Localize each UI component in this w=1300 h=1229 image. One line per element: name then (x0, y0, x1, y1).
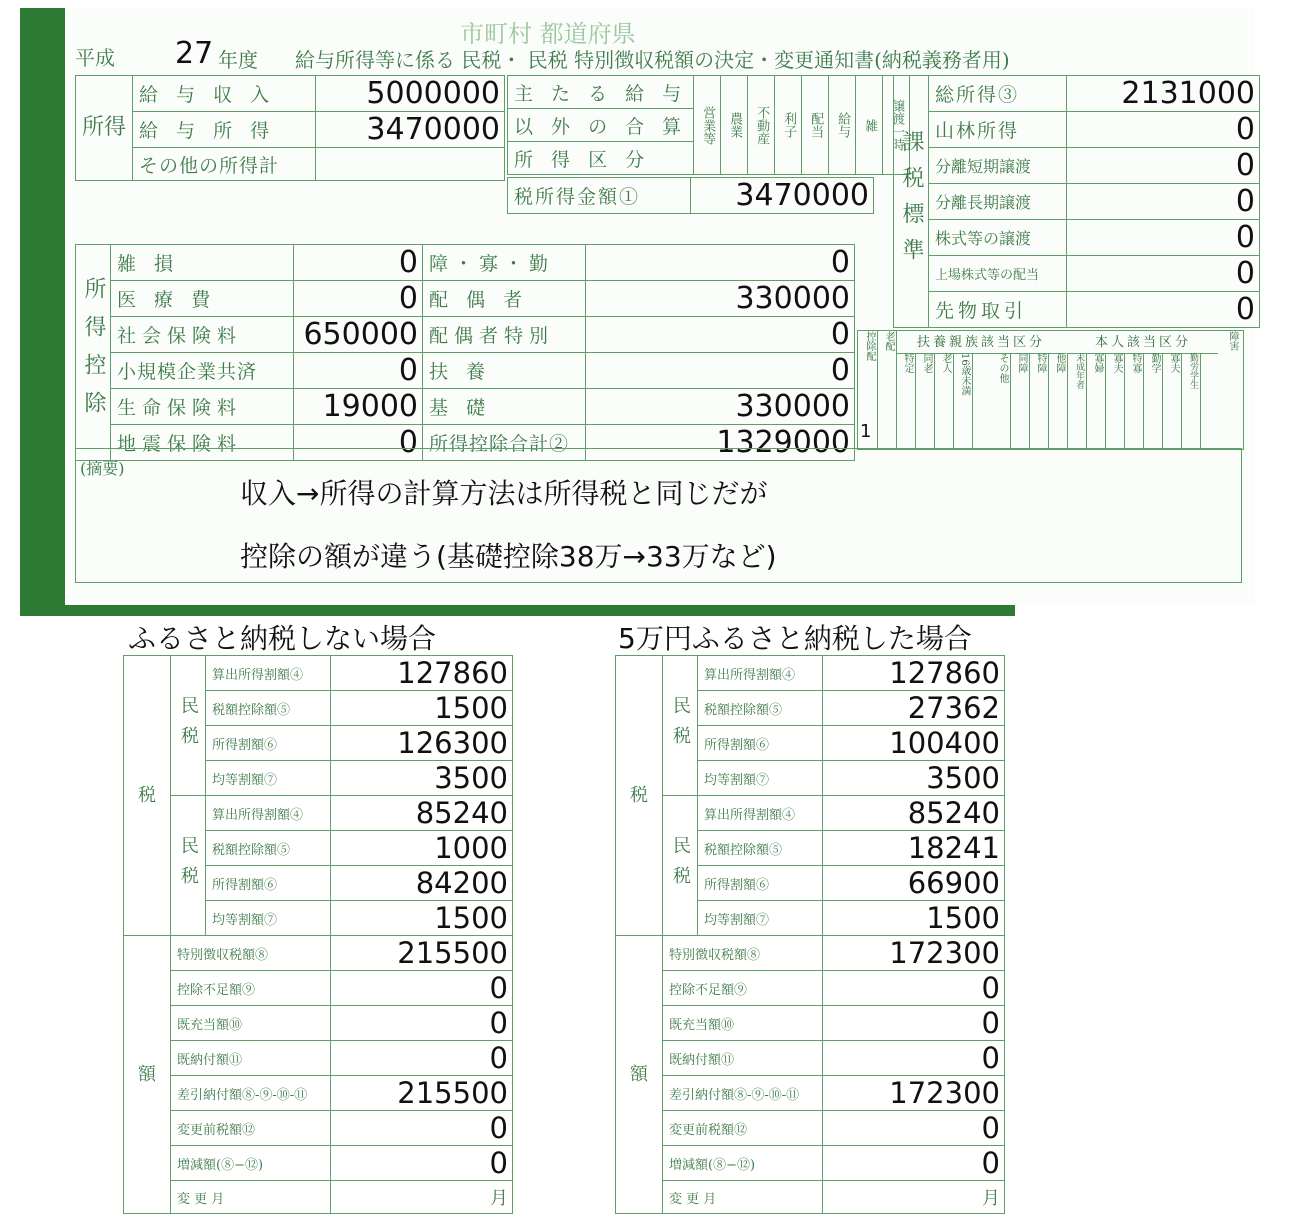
right-resident-2: 民税 (663, 796, 698, 936)
dependents-cols (858, 331, 1243, 449)
right-row-value-1: 27362 (823, 691, 1005, 726)
left-row-label-15: 変 更 月 (171, 1181, 331, 1214)
ded-right-label-1: 配 偶 者 (423, 281, 586, 317)
dep-col-2: 特定 (896, 353, 916, 449)
right-row-value-15: 月 (823, 1181, 1005, 1214)
other-income-row-1: 以 外 の 合 算 (508, 109, 694, 142)
tax-base-label-3: 分離長期譲渡 (929, 184, 1067, 220)
taxable-income-value: 3470000 (691, 178, 874, 214)
right-row-label-5: 税額控除額⑤ (698, 831, 823, 866)
tax-base-value-1: 0 (1067, 112, 1260, 148)
income-table (75, 75, 505, 181)
ded-right-label-2: 配偶者特別 (423, 317, 586, 353)
left-row-value-14: 0 (331, 1146, 513, 1181)
ded-left-value-0: 0 (294, 245, 423, 281)
dep-col-5: 16歳未満 (953, 353, 973, 449)
dep-col-12: 寡夫 (1105, 353, 1125, 449)
income-side-label: 所得 (76, 76, 133, 181)
tax-base-side-label: 課税標準 (894, 76, 929, 328)
right-row-label-2: 所得割額⑥ (698, 726, 823, 761)
dep-col-16: 勤労学生 (1181, 353, 1201, 449)
right-case-caption: 5万円ふるさと納税した場合 (618, 622, 972, 655)
ded-right-value-0: 0 (586, 245, 855, 281)
right-row-value-7: 1500 (823, 901, 1005, 936)
left-row-label-11: 既納付額⑪ (171, 1041, 331, 1076)
tax-base-label-0: 総所得③ (929, 76, 1067, 112)
right-row-value-12: 172300 (823, 1076, 1005, 1111)
ded-left-label-5: 地震保険料 (111, 425, 294, 461)
year-unit: 年度 (218, 48, 258, 72)
cat-1: 農業 (721, 76, 748, 175)
ded-left-value-4: 19000 (294, 389, 423, 425)
left-row-label-1: 税額控除額⑤ (206, 691, 331, 726)
other-income-row-0: 主 た る 給 与 (508, 76, 694, 109)
right-row-value-14: 0 (823, 1146, 1005, 1181)
ded-right-value-4: 330000 (586, 389, 855, 425)
tax-base-label-5: 上場株式等の配当 (929, 256, 1067, 292)
left-row-label-6: 所得割額⑥ (206, 866, 331, 901)
right-row-label-15: 変 更 月 (663, 1181, 823, 1214)
remarks-label: (摘要) (80, 459, 125, 478)
left-row-value-10: 0 (331, 1006, 513, 1041)
right-row-label-14: 増減額(⑧−⑫) (663, 1146, 823, 1181)
left-amount-side: 額 (124, 936, 171, 1214)
ded-left-label-0: 雑 損 (111, 245, 294, 281)
left-row-value-0: 127860 (331, 656, 513, 691)
municipality-title: 市町村 都道府県 (460, 20, 636, 48)
income-label-2: その他の所得計 (133, 148, 316, 181)
right-row-value-8: 172300 (823, 936, 1005, 971)
left-row-label-8: 特別徴収税額⑧ (171, 936, 331, 971)
ded-right-value-1: 330000 (586, 281, 855, 317)
left-case-table (123, 655, 513, 1214)
left-row-value-1: 1500 (331, 691, 513, 726)
remarks-line-1: 収入→所得の計算方法は所得税と同じだが (240, 477, 768, 510)
left-row-label-12: 差引納付額⑧-⑨-⑩-⑪ (171, 1076, 331, 1111)
left-row-value-3: 3500 (331, 761, 513, 796)
tax-base-value-4: 0 (1067, 220, 1260, 256)
form-title: 給与所得等に係る 民税・ 民税 特別徴収税額の決定・変更通知書(納税義務者用) (295, 48, 1010, 72)
dep-col-3: 同老 (915, 353, 935, 449)
left-row-label-0: 算出所得割額④ (206, 656, 331, 691)
taxable-income-label: 税所得金額① (508, 178, 691, 214)
left-row-label-7: 均等割額⑦ (206, 901, 331, 936)
other-income-row-2: 所 得 区 分 (508, 142, 694, 175)
other-income-table (507, 75, 910, 175)
era-label: 平成 (75, 46, 115, 70)
taxable-income-table (507, 177, 874, 214)
right-row-label-6: 所得割額⑥ (698, 866, 823, 901)
right-row-value-4: 85240 (823, 796, 1005, 831)
cat-3: 利子 (775, 76, 802, 175)
left-row-value-6: 84200 (331, 866, 513, 901)
left-resident-1: 民税 (171, 656, 206, 796)
dep-col-15: 寡夫 (1162, 353, 1182, 449)
left-row-value-4: 85240 (331, 796, 513, 831)
tax-base-label-6: 先物取引 (929, 292, 1067, 328)
dep-col-0: 控除配 (858, 331, 878, 449)
income-label-0: 給 与 収 入 (133, 76, 316, 112)
ded-left-label-4: 生命保険料 (111, 389, 294, 425)
right-row-value-5: 18241 (823, 831, 1005, 866)
dep-col-7: 同障 (1010, 353, 1030, 449)
right-row-value-11: 0 (823, 1041, 1005, 1076)
cat-0: 営業等 (694, 76, 721, 175)
right-row-label-9: 控除不足額⑨ (663, 971, 823, 1006)
tax-base-label-4: 株式等の譲渡 (929, 220, 1067, 256)
right-row-label-7: 均等割額⑦ (698, 901, 823, 936)
left-row-label-9: 控除不足額⑨ (171, 971, 331, 1006)
tax-base-value-6: 0 (1067, 292, 1260, 328)
ded-left-value-2: 650000 (294, 317, 423, 353)
left-row-value-2: 126300 (331, 726, 513, 761)
tax-base-value-5: 0 (1067, 256, 1260, 292)
right-row-value-6: 66900 (823, 866, 1005, 901)
left-row-value-13: 0 (331, 1111, 513, 1146)
cat-5: 給与 (829, 76, 856, 175)
ded-right-label-3: 扶 養 (423, 353, 586, 389)
right-row-label-13: 変更前税額⑫ (663, 1111, 823, 1146)
left-resident-2: 民税 (171, 796, 206, 936)
right-row-label-4: 算出所得割額④ (698, 796, 823, 831)
dependents-group-0: 扶養親族該当区分 (896, 331, 1066, 354)
income-value-2 (316, 148, 505, 181)
income-value-1: 3470000 (316, 112, 505, 148)
ded-left-label-1: 医 療 費 (111, 281, 294, 317)
ded-right-label-5: 所得控除合計② (423, 425, 586, 461)
right-row-value-9: 0 (823, 971, 1005, 1006)
deductions-table (75, 244, 855, 461)
right-row-label-0: 算出所得割額④ (698, 656, 823, 691)
right-row-label-10: 既充当額⑩ (663, 1006, 823, 1041)
dep-col-6: その他 (972, 353, 1011, 449)
dep-col-13: 特寡 (1124, 353, 1144, 449)
dep-col-11: 寡婦 (1086, 353, 1106, 449)
remarks-line-2: 控除の額が違う(基礎控除38万→33万など) (240, 540, 777, 573)
ded-right-label-0: 障・寡・勤 (423, 245, 586, 281)
ded-right-value-2: 0 (586, 317, 855, 353)
dep-col-9: 他障 (1048, 353, 1068, 449)
dep-col-17: 障害 (1227, 331, 1238, 351)
ded-left-value-5: 0 (294, 425, 423, 461)
right-case-table (615, 655, 1005, 1214)
right-row-label-12: 差引納付額⑧-⑨-⑩-⑪ (663, 1076, 823, 1111)
tax-base-table (893, 75, 1260, 328)
tax-base-value-0: 2131000 (1067, 76, 1260, 112)
left-case-caption: ふるさと納税しない場合 (128, 622, 437, 655)
right-amount-side: 額 (616, 936, 663, 1214)
cat-4: 配当 (802, 76, 829, 175)
cat-7: 譲渡一時 (883, 76, 910, 175)
ded-right-value-3: 0 (586, 353, 855, 389)
deductions-side-label: 所得控除 (76, 245, 111, 461)
dep-col-10: 未成年者 (1067, 353, 1087, 449)
cat-6: 雑 (856, 76, 883, 175)
tax-base-label-2: 分離短期譲渡 (929, 148, 1067, 184)
right-resident-1: 民税 (663, 656, 698, 796)
dep-col-1: 老配 (877, 331, 897, 449)
income-label-1: 給 与 所 得 (133, 112, 316, 148)
dependents-grid (857, 330, 1244, 450)
tax-base-value-2: 0 (1067, 148, 1260, 184)
right-row-label-1: 税額控除額⑤ (698, 691, 823, 726)
spouse-mark: 1 (860, 421, 872, 442)
tax-base-label-1: 山林所得 (929, 112, 1067, 148)
dep-col-14: 勤学 (1143, 353, 1163, 449)
left-tax-side: 税 (124, 656, 171, 936)
dependents-group-1: 本人該当区分 (1068, 331, 1218, 354)
left-row-label-14: 増減額(⑧−⑫) (171, 1146, 331, 1181)
ded-left-value-1: 0 (294, 281, 423, 317)
right-row-label-8: 特別徴収税額⑧ (663, 936, 823, 971)
left-row-label-4: 算出所得割額④ (206, 796, 331, 831)
fiscal-year: 27 (175, 36, 214, 71)
dep-col-8: 特障 (1029, 353, 1049, 449)
left-row-value-12: 215500 (331, 1076, 513, 1111)
right-row-value-0: 127860 (823, 656, 1005, 691)
left-row-value-9: 0 (331, 971, 513, 1006)
ded-left-label-2: 社会保険料 (111, 317, 294, 353)
left-row-value-7: 1500 (331, 901, 513, 936)
ded-left-value-3: 0 (294, 353, 423, 389)
left-row-value-15: 月 (331, 1181, 513, 1214)
left-row-value-8: 215500 (331, 936, 513, 971)
right-row-value-13: 0 (823, 1111, 1005, 1146)
right-row-label-11: 既納付額⑪ (663, 1041, 823, 1076)
right-row-label-3: 均等割額⑦ (698, 761, 823, 796)
right-row-value-10: 0 (823, 1006, 1005, 1041)
ded-left-label-3: 小規模企業共済 (111, 353, 294, 389)
dep-col-4: 老人 (934, 353, 954, 449)
ded-right-value-5: 1329000 (586, 425, 855, 461)
tax-base-value-3: 0 (1067, 184, 1260, 220)
left-row-label-10: 既充当額⑩ (171, 1006, 331, 1041)
cat-2: 不動産 (748, 76, 775, 175)
left-row-label-5: 税額控除額⑤ (206, 831, 331, 866)
left-row-label-2: 所得割額⑥ (206, 726, 331, 761)
income-value-0: 5000000 (316, 76, 505, 112)
right-row-value-3: 3500 (823, 761, 1005, 796)
right-tax-side: 税 (616, 656, 663, 936)
left-row-value-5: 1000 (331, 831, 513, 866)
right-row-value-2: 100400 (823, 726, 1005, 761)
left-row-label-13: 変更前税額⑫ (171, 1111, 331, 1146)
left-row-label-3: 均等割額⑦ (206, 761, 331, 796)
left-row-value-11: 0 (331, 1041, 513, 1076)
ded-right-label-4: 基 礎 (423, 389, 586, 425)
